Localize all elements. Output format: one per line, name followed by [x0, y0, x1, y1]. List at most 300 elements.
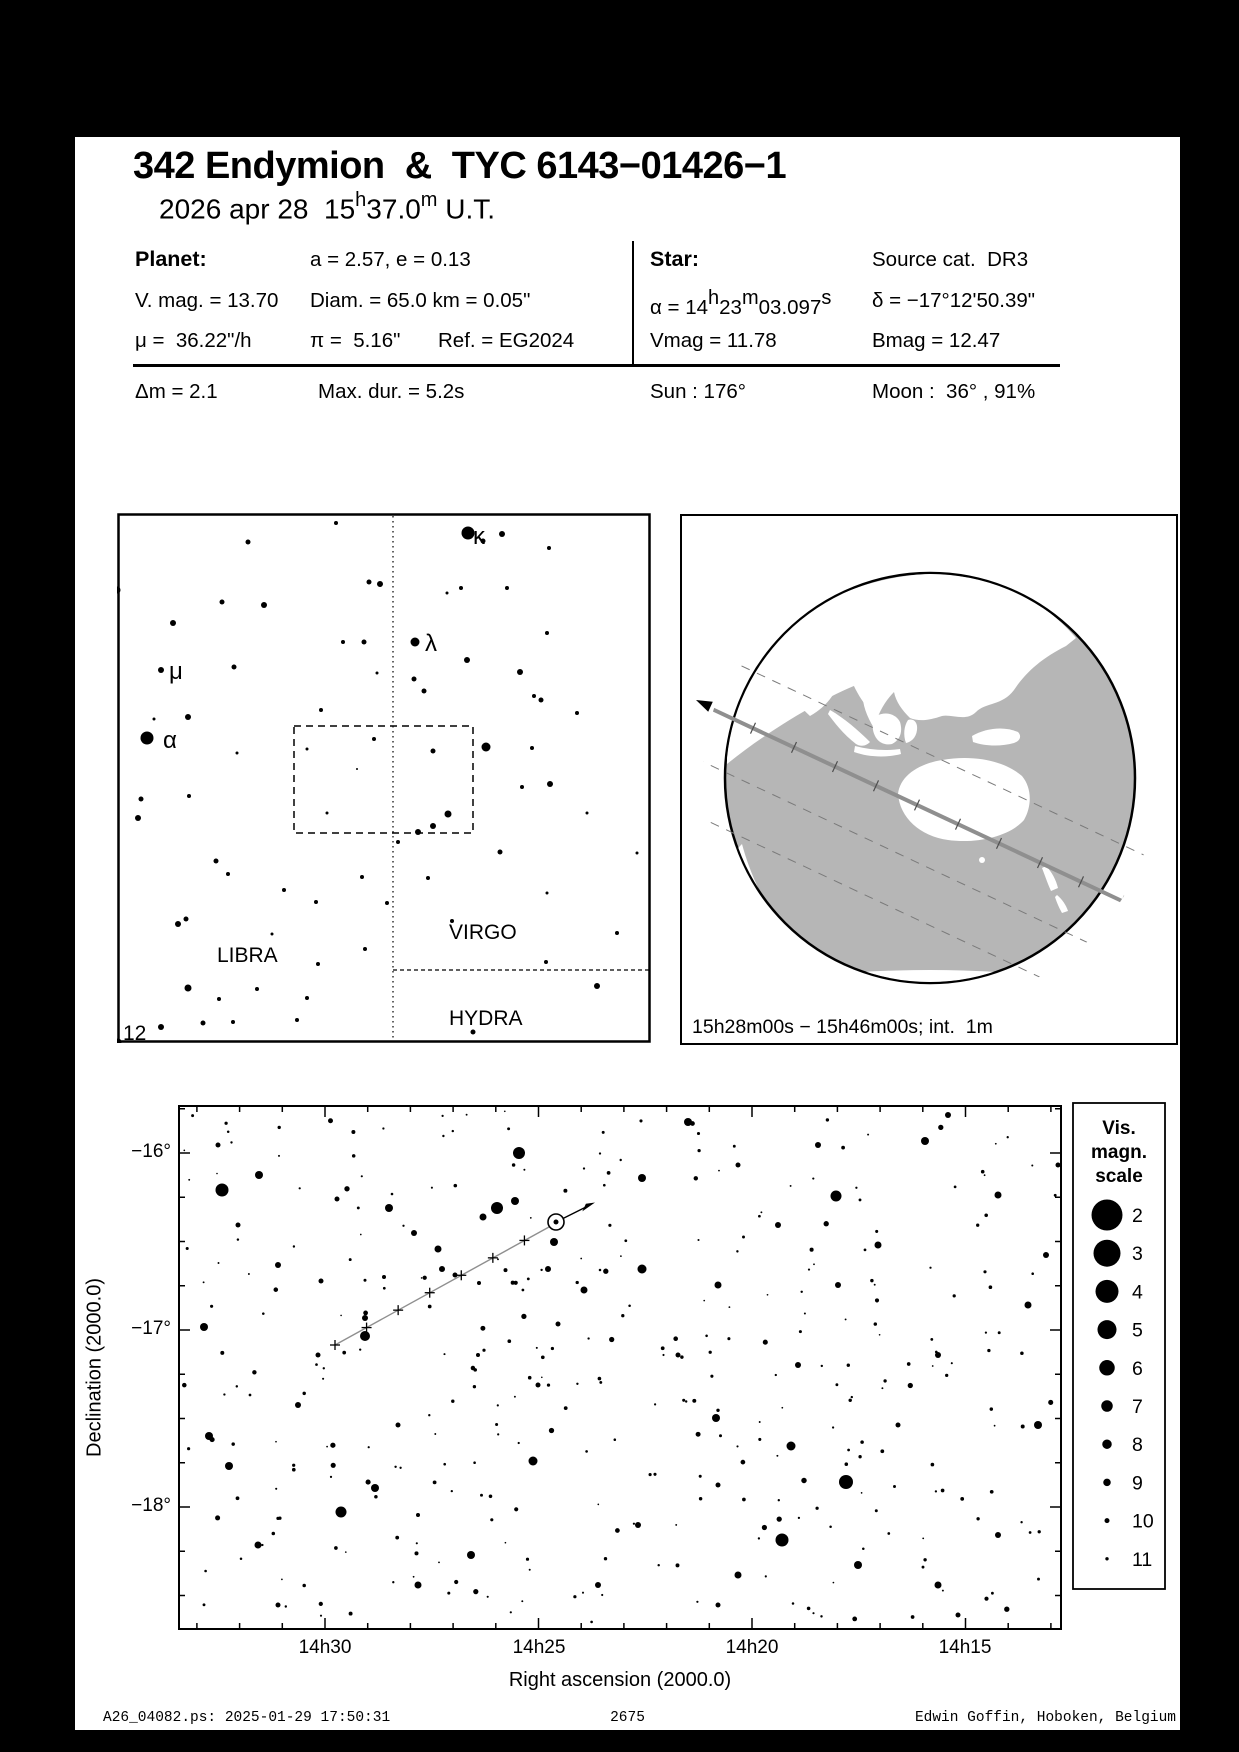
star-dot [336, 1507, 347, 1518]
star-dot [923, 1558, 926, 1561]
star-dot [990, 1490, 994, 1494]
star-dot [760, 1211, 762, 1213]
star-dot [705, 1335, 708, 1338]
star-dot [431, 749, 436, 754]
star-dot [716, 1483, 721, 1488]
star-dot [473, 1385, 476, 1388]
detailed-star-chart [178, 1105, 1062, 1630]
star-dot [446, 592, 449, 595]
star-dot [697, 1149, 700, 1152]
star-dot [411, 638, 420, 647]
star-dot [514, 1507, 518, 1511]
star-dot [360, 875, 364, 879]
star-dot [812, 1612, 814, 1614]
star-dot [316, 1353, 321, 1358]
star-dot [862, 1548, 865, 1551]
star-dot [758, 1438, 761, 1441]
star-dot [335, 1197, 340, 1202]
star-dot [498, 850, 503, 855]
star-dot [960, 1497, 964, 1501]
star-dot [293, 1245, 295, 1247]
star-dot [422, 689, 427, 694]
star-dot [953, 1294, 956, 1297]
star-dot [200, 1323, 208, 1331]
star-dot [536, 1347, 538, 1349]
star-dot [583, 1167, 585, 1169]
star-dot [989, 1285, 993, 1289]
finder-label: VIRGO [449, 921, 517, 944]
star-dot [699, 1475, 702, 1478]
star-dot [582, 1592, 584, 1594]
star-dot [342, 1351, 346, 1355]
star-dot [742, 1236, 745, 1239]
star-dot [881, 1387, 883, 1389]
star-dot [344, 1186, 349, 1191]
star-dot [443, 1353, 445, 1355]
star-dot [491, 1202, 503, 1214]
star-dot [858, 1455, 861, 1458]
star-dot [396, 840, 400, 844]
star-dot [240, 1558, 243, 1561]
star-dot [990, 1407, 993, 1410]
star-dot [185, 714, 191, 720]
star-dot [875, 1230, 878, 1233]
star-dot [210, 1305, 213, 1308]
star-dot [812, 1178, 814, 1180]
globe-map [680, 514, 1178, 1045]
star-dot [922, 1566, 925, 1569]
star-dot [374, 1495, 378, 1499]
star-dot [995, 1143, 997, 1145]
star-dot [847, 1449, 850, 1452]
star-dot [945, 1112, 951, 1118]
star-dot [800, 1291, 802, 1293]
star-dot [736, 1445, 738, 1447]
star-dot [371, 1484, 379, 1492]
star-dot [187, 794, 191, 798]
star-dot [775, 1222, 781, 1228]
star-dot [604, 1557, 607, 1560]
legend-mag-dot [1096, 1280, 1119, 1303]
star-dot [275, 1441, 277, 1443]
star-dot [639, 1119, 642, 1122]
star-dot [551, 1347, 554, 1350]
island-dot [905, 660, 910, 665]
finder-label: LIBRA [217, 944, 278, 967]
finder-label: κ [473, 523, 485, 550]
star-dot [216, 1184, 229, 1197]
star-dot [624, 1239, 627, 1242]
legend-mag-value: 6 [1132, 1357, 1143, 1380]
star-dot [1048, 1400, 1053, 1405]
star-dot [226, 872, 230, 876]
star-dot [576, 1383, 578, 1385]
star-dot [352, 1154, 356, 1158]
star-dot [820, 1615, 822, 1617]
planet-section-label: Planet: [135, 247, 207, 271]
track-direction-arrow [696, 700, 713, 712]
star-dot [845, 1462, 849, 1466]
star-dot [550, 1238, 558, 1246]
star-dot [530, 1217, 532, 1219]
star-dot [984, 1174, 986, 1176]
star-dot [356, 768, 358, 770]
star-dot [383, 1287, 386, 1290]
star-dot [322, 1378, 324, 1380]
star-dot [549, 1428, 554, 1433]
star-dot [527, 1277, 530, 1280]
star-dot [556, 1322, 561, 1327]
star-dot [879, 1334, 881, 1336]
star-dot [778, 1499, 780, 1501]
star-dot [497, 1258, 499, 1260]
star-dot [227, 1130, 230, 1133]
planet-vmag: V. mag. = 13.70 [135, 289, 279, 312]
star-section-label: Star: [650, 247, 699, 271]
star-dot [599, 1381, 602, 1384]
target-star-dot [554, 1220, 559, 1225]
star-dot [326, 812, 329, 815]
star-dot [621, 1314, 624, 1317]
star-dot [505, 586, 509, 590]
star-dot [158, 1024, 164, 1030]
star-dot [758, 1537, 760, 1539]
star-dot [907, 1362, 911, 1366]
star-dot [360, 1331, 370, 1341]
star-dot [514, 1396, 516, 1398]
star-dot [299, 1187, 301, 1189]
star-dot [908, 1383, 913, 1388]
star-dot [231, 1442, 234, 1445]
finder-label: α [163, 727, 177, 754]
star-dot [615, 1528, 620, 1533]
star-dot [536, 1383, 541, 1388]
star-dot [495, 1423, 498, 1426]
star-dot [454, 1580, 458, 1584]
star-dot [512, 1163, 515, 1167]
star-dot [231, 1020, 235, 1024]
star-dot [476, 1353, 480, 1357]
star-dot [252, 1370, 256, 1374]
star-dot [807, 1607, 811, 1611]
star-dot [184, 917, 189, 922]
star-dot [175, 921, 181, 927]
star-dot [315, 1363, 318, 1366]
star-dot [433, 1481, 437, 1485]
magnitude-scale-legend [1072, 1102, 1166, 1590]
star-dot [430, 823, 436, 829]
star-dot [334, 1546, 338, 1550]
ra-tick-14h25: 14h25 [512, 1637, 566, 1658]
star-dot [513, 1147, 525, 1159]
star-dot [216, 1143, 221, 1148]
star-dot [328, 1118, 333, 1123]
sun-elongation: Sun : 176° [650, 380, 746, 403]
star-dot [255, 1542, 262, 1549]
star-dot [490, 1518, 493, 1521]
star-dot [510, 1611, 512, 1613]
star-dot [930, 1338, 933, 1341]
star-dot [699, 1497, 702, 1500]
star-dot [598, 1377, 602, 1381]
star-dot [608, 1224, 611, 1227]
star-dot [529, 1569, 531, 1571]
star-dot [214, 859, 219, 864]
star-vmag: Vmag = 11.78 [650, 329, 777, 352]
star-dot [489, 1495, 493, 1499]
star-dot [563, 1189, 567, 1193]
star-dot [653, 1473, 656, 1476]
star-dot [341, 640, 345, 644]
star-dot [815, 1142, 821, 1148]
magnitude-drop: Δm = 2.1 [135, 380, 218, 403]
star-dot [824, 1221, 829, 1226]
star-dot [482, 743, 491, 752]
star-dot [602, 1131, 605, 1134]
star-dot [847, 1364, 850, 1367]
star-dot [302, 1584, 306, 1588]
legend-mag-value: 4 [1132, 1281, 1143, 1304]
star-dot [712, 1414, 720, 1422]
star-dot [439, 1266, 445, 1272]
star-dot [236, 1385, 238, 1387]
star-dot [314, 900, 318, 904]
star-dot [860, 1440, 864, 1444]
legend-mag-dot [1099, 1360, 1115, 1376]
star-dot [859, 1198, 862, 1201]
star-dot [864, 1249, 867, 1252]
star-dot [765, 1575, 767, 1577]
star-dot [736, 1163, 741, 1168]
star-dot [1025, 1302, 1032, 1309]
dec-tick-minus18: −18° [131, 1495, 171, 1516]
document-page [75, 137, 1180, 1730]
star-dot [938, 1125, 943, 1130]
star-dot [541, 1377, 543, 1379]
star-dot [835, 1282, 841, 1288]
star-dot [810, 1248, 814, 1252]
star-dot [473, 1368, 477, 1372]
star-dot [685, 1400, 687, 1402]
star-dot [205, 1432, 213, 1440]
star-dot [883, 1379, 886, 1382]
star-dot [215, 1515, 220, 1520]
star-dot [762, 1525, 767, 1530]
star-dot [330, 1476, 332, 1478]
star-dot [775, 1374, 777, 1376]
star-dot [363, 1311, 368, 1316]
star-dot [795, 1362, 801, 1368]
event-datetime: 2026 apr 28 15$^h$37.0$^m$ U.T. [159, 189, 496, 225]
star-dot [153, 718, 156, 721]
legend-mag-dot [1102, 1439, 1112, 1449]
star-dot [935, 1582, 942, 1589]
star-dot [833, 1582, 835, 1584]
island-dot [975, 617, 978, 620]
star-dot [278, 1155, 280, 1157]
star-dot [599, 1152, 601, 1154]
max-duration: Max. dur. = 5.2s [318, 380, 465, 403]
star-dot [232, 665, 237, 670]
star-dot [680, 1355, 683, 1358]
star-dot [763, 1340, 768, 1345]
legend-mag-dot [1101, 1400, 1113, 1412]
star-dot [781, 1407, 783, 1409]
star-dot [511, 1197, 519, 1205]
moon-elongation: Moon : 36° , 91% [872, 380, 1036, 403]
star-dot [991, 1592, 994, 1595]
finder-chart [117, 513, 651, 1043]
star-dot [736, 1250, 738, 1252]
star-dot [423, 1276, 427, 1280]
star-dot [413, 1576, 415, 1578]
star-dot [454, 1184, 458, 1188]
star-dot [255, 1171, 263, 1179]
star-dot [573, 1595, 576, 1598]
star-dot [1031, 1164, 1033, 1166]
star-dot [603, 1269, 608, 1274]
star-dot [363, 1279, 366, 1282]
star-dot [792, 1602, 795, 1605]
star-dot [880, 1449, 884, 1453]
star-dot [867, 1134, 869, 1136]
star-dot [529, 1457, 538, 1466]
star-dot [320, 1615, 322, 1617]
star-dot [377, 581, 383, 587]
star-dot [282, 888, 286, 892]
star-dot [945, 1374, 948, 1377]
star-dot [983, 1270, 986, 1273]
star-dot [733, 1145, 736, 1148]
star-dot [275, 1262, 281, 1268]
legend-mag-dot [1105, 1557, 1108, 1560]
star-dot [620, 1159, 622, 1161]
star-dot [281, 1579, 283, 1581]
star-dot [285, 1605, 287, 1607]
star-dot [528, 1376, 532, 1380]
star-declination: δ = −17°12'50.39" [872, 289, 1036, 312]
star-dot [594, 983, 600, 989]
star-dot [438, 1561, 440, 1563]
star-dot [994, 1425, 996, 1427]
star-dot [445, 811, 452, 818]
star-dot [942, 1590, 944, 1592]
star-dot [345, 1551, 347, 1553]
legend-mag-value: 11 [1132, 1548, 1153, 1571]
star-dot [435, 1246, 442, 1253]
star-dot [223, 1393, 225, 1395]
star-dot [402, 1225, 404, 1227]
star-dot [649, 1473, 652, 1476]
star-dot [603, 1184, 606, 1187]
star-dot [654, 1403, 656, 1405]
star-dot [262, 1312, 265, 1315]
star-dot [526, 1558, 529, 1561]
star-dot [545, 631, 549, 635]
star-dot [434, 1433, 436, 1435]
star-dot [170, 620, 176, 626]
star-dot [1056, 1163, 1061, 1168]
star-dot [183, 1150, 185, 1152]
star-dot [855, 1187, 857, 1189]
star-dot [391, 1193, 394, 1196]
star-dot [798, 1517, 800, 1519]
star-dot [813, 1263, 815, 1265]
star-dot [1037, 1578, 1040, 1581]
star-dot [887, 1532, 890, 1535]
star-dot [956, 1613, 961, 1618]
star-dot [416, 1513, 420, 1517]
globe-panel [680, 514, 1178, 1045]
finder-border [119, 515, 650, 1042]
star-dot [261, 602, 267, 608]
star-dot [392, 1581, 394, 1583]
star-dot [694, 1176, 698, 1180]
star-dot [576, 1281, 579, 1284]
star-dot [835, 1383, 838, 1386]
star-dot [696, 1601, 698, 1603]
star-dot [361, 1175, 363, 1177]
star-dot [540, 1269, 542, 1271]
planet-parallax: π = 5.16" [310, 329, 401, 352]
star-dot [995, 1192, 1002, 1199]
star-dot [522, 1289, 525, 1292]
star-dot [319, 1602, 323, 1606]
star-dot [504, 1110, 506, 1112]
star-bmag: Bmag = 12.47 [872, 329, 1001, 352]
star-dot [504, 1268, 508, 1272]
star-dot [117, 587, 121, 594]
star-dot [487, 1596, 489, 1598]
star-dot [911, 1615, 915, 1619]
star-dot [274, 1287, 279, 1292]
star-dot [480, 1214, 487, 1221]
star-dot [326, 1446, 328, 1448]
star-dot [236, 1496, 240, 1500]
star-dot [497, 1433, 499, 1435]
antarctica-shape [760, 970, 1100, 1018]
star-dot [203, 1603, 206, 1606]
star-dot [1029, 1531, 1032, 1534]
star-dot [395, 1536, 399, 1540]
star-dot [832, 1426, 834, 1428]
star-dot [546, 892, 549, 895]
main-chart-border [179, 1106, 1061, 1629]
star-dot [801, 1478, 806, 1483]
star-dot [480, 1494, 483, 1497]
legend-title-line: magn. [1091, 1142, 1147, 1163]
legend-mag-dot [1103, 1479, 1111, 1487]
star-dot [382, 1275, 386, 1279]
planet-reference: Ref. = EG2024 [438, 329, 575, 352]
star-dot [220, 1351, 224, 1355]
star-dot [697, 1132, 700, 1135]
page-title: 342 Endymion & TYC 6143−01426−1 [133, 145, 787, 187]
star-dot [459, 586, 463, 590]
legend-mag-dot [1092, 1200, 1123, 1231]
star-dot [467, 1551, 475, 1559]
star-dot [295, 1402, 301, 1408]
footer-filename: A26_04082.ps: 2025-01-29 17:50:31 [103, 1710, 391, 1726]
star-dot [976, 1517, 979, 1520]
star-dot [216, 1173, 218, 1175]
star-dot [331, 1463, 336, 1468]
star-dot [921, 1137, 929, 1145]
star-dot [875, 1242, 882, 1249]
ra-tick-14h20: 14h20 [725, 1637, 779, 1658]
star-dot [191, 1114, 194, 1117]
star-source-catalog: Source cat. DR3 [872, 248, 1029, 271]
